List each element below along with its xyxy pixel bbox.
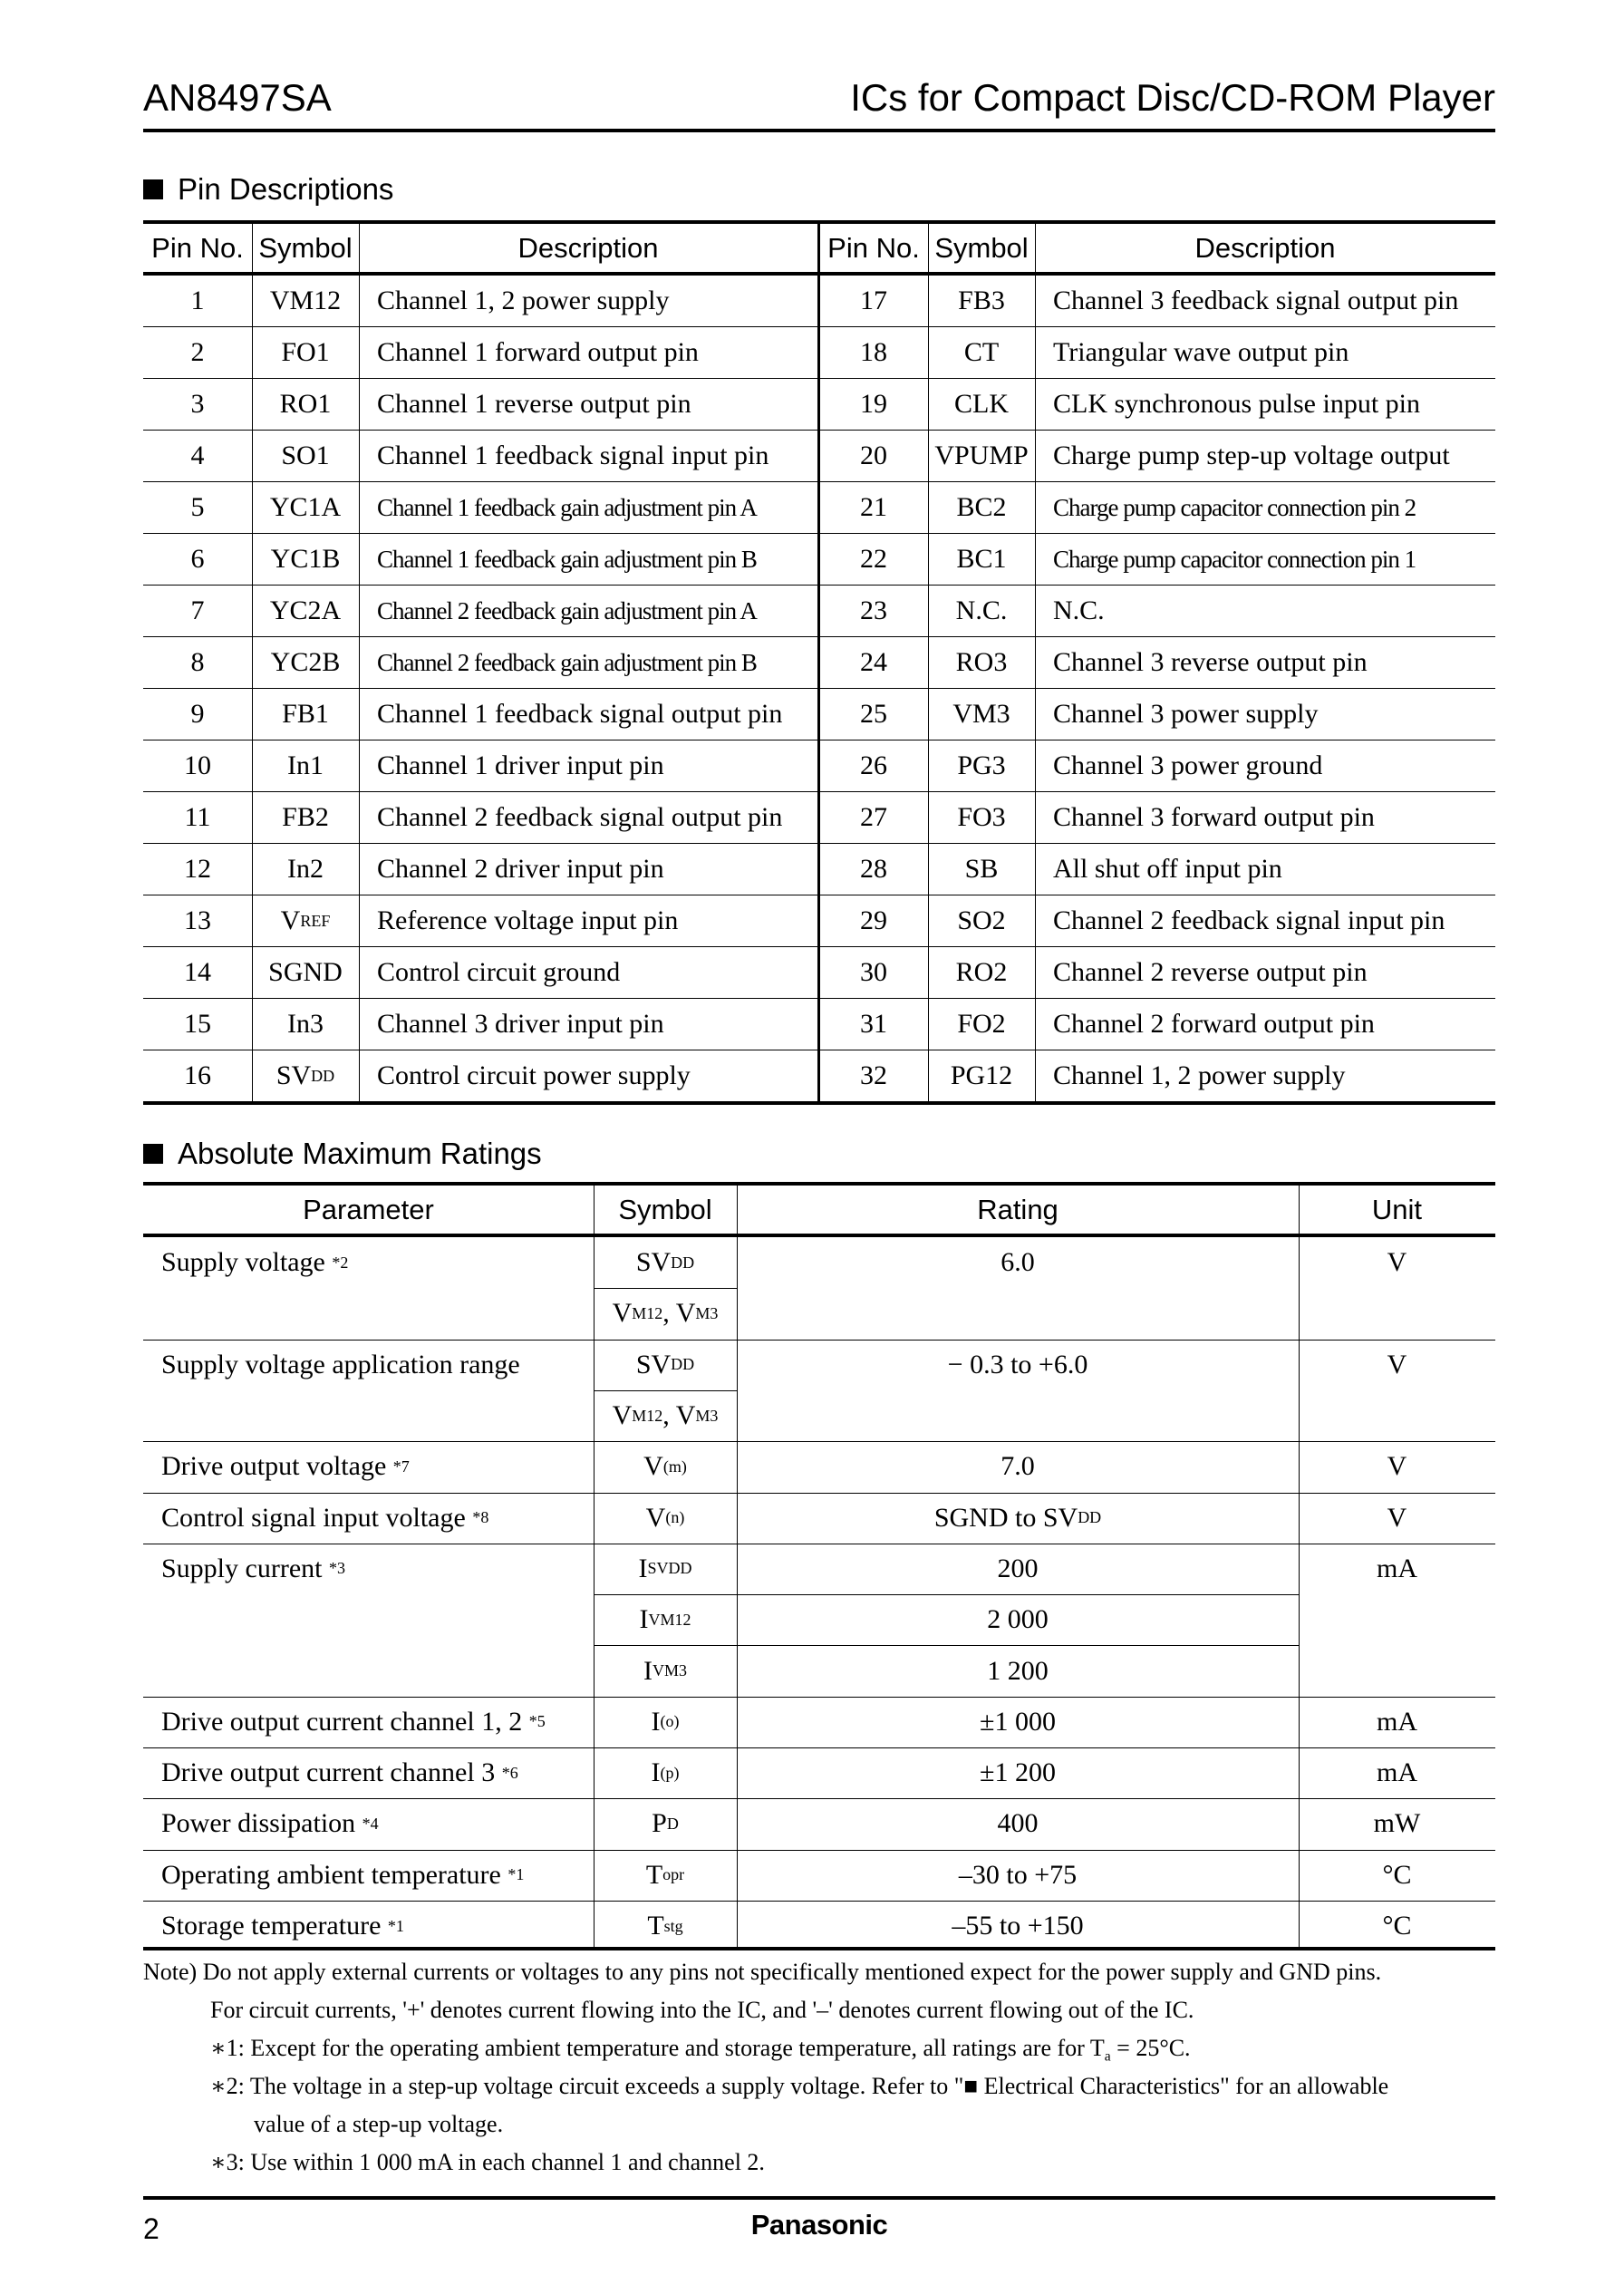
pin-number: 27 — [860, 802, 887, 832]
rating-value: SGND to SV DD — [933, 1502, 1102, 1533]
parameter-name: Drive output current channel 3 *6 — [161, 1757, 518, 1788]
rating-value: ±1 200 — [980, 1757, 1056, 1788]
note-line: ∗1: Except for the operating ambient temperature and storage temperature, all ratings are for $T_a = 25^\circ C$. — [210, 2035, 1191, 2065]
rating-unit: mW — [1373, 1808, 1421, 1839]
document-title: ICs for Compact Disc/CD-ROM Player — [850, 76, 1495, 119]
rating-value: 1 200 — [987, 1655, 1049, 1686]
pin-symbol: VM12 — [269, 286, 342, 315]
table-row — [143, 999, 1495, 1050]
pin-number: 26 — [860, 750, 887, 780]
pin-symbol: VPUMP — [934, 440, 1029, 470]
column-header: Description — [1194, 231, 1336, 264]
rating-value: ±1 000 — [980, 1706, 1056, 1737]
pin-description: Channel 2 feedback gain adjustment pin B — [377, 648, 757, 676]
rating-symbol: V (n) — [645, 1502, 685, 1533]
pin-symbol: FB2 — [282, 802, 329, 832]
pin-symbol: In3 — [287, 1009, 324, 1039]
note-line: value of a step-up voltage. — [254, 2111, 504, 2137]
pin-symbol: SO2 — [957, 905, 1006, 935]
pin-number: 29 — [860, 905, 887, 935]
rating-value: 200 — [997, 1553, 1039, 1583]
rating-symbol: SV DD — [635, 1349, 695, 1379]
pin-number: 28 — [860, 854, 887, 884]
rating-unit: mA — [1377, 1757, 1417, 1788]
pin-description: Charge pump step-up voltage output — [1053, 440, 1450, 470]
pin-number: 13 — [184, 905, 211, 935]
pin-description: Channel 1 driver input pin — [377, 750, 664, 780]
pin-symbol: BC1 — [956, 544, 1007, 574]
page-header — [143, 73, 1495, 132]
pin-symbol: In1 — [287, 750, 324, 780]
rating-symbol: SV DD — [635, 1247, 695, 1278]
rating-unit: V — [1387, 1247, 1407, 1278]
pin-description: All shut off input pin — [1053, 854, 1282, 884]
table-row — [143, 895, 1495, 947]
pin-description: Channel 1, 2 power supply — [1053, 1060, 1346, 1090]
pin-symbol: SB — [964, 854, 999, 884]
pin-number: 25 — [860, 699, 887, 729]
absolute-maximum-ratings-heading — [143, 1137, 542, 1171]
notes — [143, 1953, 1503, 2182]
footnote-ref: *6 — [501, 1763, 518, 1782]
rating-unit: V — [1387, 1451, 1407, 1482]
footnote-ref: *3 — [328, 1559, 345, 1578]
rating-unit: °C — [1382, 1911, 1412, 1941]
pin-symbol: PG12 — [950, 1060, 1013, 1090]
rating-unit: V — [1387, 1349, 1407, 1379]
pin-description: Channel 3 reverse output pin — [1053, 647, 1368, 677]
parameter-name: Control signal input voltage *8 — [161, 1502, 489, 1533]
pin-description: Channel 2 feedback signal output pin — [377, 802, 783, 832]
page-number: 2 — [143, 2212, 160, 2245]
pin-number: 31 — [860, 1009, 887, 1039]
pin-number: 17 — [860, 286, 887, 315]
pin-descriptions-table — [143, 220, 1495, 1105]
parameter-name: Supply voltage *2 — [161, 1247, 349, 1278]
pin-description: Channel 2 forward output pin — [1053, 1009, 1375, 1039]
table-row — [143, 379, 1495, 431]
rating-symbol: T opr — [645, 1859, 685, 1890]
rating-symbol: V (m) — [643, 1451, 687, 1482]
column-header: Description — [517, 231, 659, 264]
rating-value: − 0.3 to +6.0 — [947, 1349, 1088, 1379]
rating-unit: mA — [1377, 1706, 1417, 1737]
table-row — [143, 1050, 1495, 1105]
footnote-ref: *5 — [528, 1712, 546, 1731]
note-line: Note) Do not apply external currents or voltages to any pins not specifically mentioned expect for the power supply and GND pins. — [143, 1959, 1382, 1985]
pin-number: 23 — [860, 595, 887, 625]
table-row — [143, 534, 1495, 586]
footnote-ref: *7 — [392, 1457, 410, 1476]
pin-number: 30 — [860, 957, 887, 987]
column-header: Rating — [977, 1193, 1058, 1225]
pin-number: 7 — [190, 595, 205, 625]
column-header: Unit — [1371, 1193, 1423, 1225]
pin-description: Channel 3 driver input pin — [377, 1009, 664, 1039]
rating-value: –30 to +75 — [958, 1859, 1078, 1890]
footnote-ref: *1 — [508, 1865, 525, 1884]
rating-symbol: I (p) — [651, 1757, 680, 1788]
rating-symbol: I (o) — [651, 1706, 680, 1737]
pin-description: Channel 1, 2 power supply — [377, 286, 670, 315]
pin-symbol: SGND — [268, 957, 343, 987]
rating-symbol: P D — [652, 1808, 679, 1839]
pin-description: Channel 2 feedback gain adjustment pin A — [377, 596, 757, 624]
pin-number: 5 — [190, 492, 205, 522]
pin-number: 4 — [190, 440, 205, 470]
parameter-name: Operating ambient temperature *1 — [161, 1859, 525, 1890]
pin-symbol: V REF — [280, 905, 331, 935]
square-bullet-icon — [143, 179, 163, 199]
pin-description: Reference voltage input pin — [377, 905, 679, 935]
pin-description: Charge pump capacitor connection pin 1 — [1053, 545, 1416, 573]
pin-symbol: BC2 — [956, 492, 1007, 522]
pin-symbol: RO2 — [955, 957, 1008, 987]
pin-description: Channel 3 power ground — [1053, 750, 1323, 780]
pin-descriptions-heading — [143, 172, 393, 207]
pin-symbol: FO2 — [957, 1009, 1006, 1039]
table-row — [143, 276, 1495, 327]
rating-value: –55 to +150 — [952, 1911, 1084, 1941]
table-row — [143, 482, 1495, 534]
table-row — [143, 327, 1495, 379]
pin-symbol: In2 — [287, 854, 324, 884]
pin-description: Channel 2 reverse output pin — [1053, 957, 1368, 987]
pin-description: Control circuit ground — [377, 957, 621, 987]
footnote-ref: *1 — [387, 1916, 404, 1935]
pin-number: 32 — [860, 1060, 887, 1090]
pin-description: Channel 3 feedback signal output pin — [1053, 286, 1459, 315]
rating-symbol: I VM3 — [643, 1655, 687, 1686]
rating-value: 2 000 — [987, 1604, 1049, 1635]
pin-description: Charge pump capacitor connection pin 2 — [1053, 493, 1416, 521]
pin-symbol: YC1B — [270, 544, 341, 574]
absolute-maximum-ratings-table — [143, 1182, 1495, 1950]
footnote-ref: *8 — [472, 1508, 489, 1527]
pin-symbol: N.C. — [955, 595, 1008, 625]
pin-number: 20 — [860, 440, 887, 470]
pin-description: Triangular wave output pin — [1053, 337, 1349, 367]
pin-description: Control circuit power supply — [377, 1060, 691, 1090]
parameter-name: Supply current *3 — [161, 1553, 345, 1583]
pin-description: Channel 2 feedback signal input pin — [1053, 905, 1445, 935]
rating-unit: °C — [1382, 1859, 1412, 1890]
pin-number: 10 — [184, 750, 211, 780]
rating-symbol: V M12 , V M3 — [612, 1298, 719, 1329]
table-row — [143, 586, 1495, 637]
pin-symbol: FB3 — [958, 286, 1005, 315]
parameter-name: Drive output voltage *7 — [161, 1451, 410, 1482]
pin-number: 18 — [860, 337, 887, 367]
pin-symbol: YC1A — [269, 492, 342, 522]
pin-number: 19 — [860, 389, 887, 419]
pin-description: Channel 1 feedback signal input pin — [377, 440, 769, 470]
pin-symbol: VM3 — [952, 699, 1010, 729]
pin-number: 3 — [190, 389, 205, 419]
footnote-ref: *4 — [362, 1814, 379, 1833]
note-line: ∗2: The voltage in a step-up voltage circuit exceeds a supply voltage. Refer to "■ Electrical Characteristics" for an allowable — [210, 2073, 1389, 2099]
column-header: Symbol — [258, 231, 353, 264]
rating-symbol: T stg — [647, 1911, 683, 1941]
pin-description: Channel 1 forward output pin — [377, 337, 699, 367]
table-row — [143, 740, 1495, 792]
pin-symbol: FO3 — [957, 802, 1006, 832]
pin-symbol: YC2A — [269, 595, 342, 625]
pin-number: 2 — [190, 337, 205, 367]
rating-unit: mA — [1377, 1553, 1417, 1583]
table-row — [143, 947, 1495, 999]
pin-number: 14 — [184, 957, 211, 987]
column-header: Pin No. — [151, 231, 244, 264]
column-header: Parameter — [303, 1193, 434, 1225]
parameter-name: Storage temperature *1 — [161, 1911, 404, 1941]
table-row — [143, 792, 1495, 844]
pin-description: Channel 3 power supply — [1053, 699, 1319, 729]
pin-symbol: RO3 — [955, 647, 1008, 677]
square-bullet-icon — [143, 1144, 163, 1164]
pin-symbol: PG3 — [957, 750, 1006, 780]
parameter-name: Drive output current channel 1, 2 *5 — [161, 1706, 546, 1737]
pin-description: Channel 1 feedback gain adjustment pin B — [377, 545, 757, 573]
rating-value: 6.0 — [1000, 1247, 1035, 1278]
pin-description: Channel 2 driver input pin — [377, 854, 664, 884]
parameter-name: Supply voltage application range — [161, 1349, 520, 1379]
footnote-ref: *2 — [332, 1253, 349, 1272]
table-row — [143, 844, 1495, 895]
brand-logo: Panasonic — [750, 2209, 888, 2241]
pin-number: 1 — [190, 286, 205, 315]
table-row — [143, 637, 1495, 689]
table-header-row — [143, 220, 1495, 276]
pin-rows — [143, 276, 1495, 1105]
column-header: Pin No. — [827, 231, 920, 264]
pin-symbol: RO1 — [279, 389, 332, 419]
pin-description: Channel 1 feedback gain adjustment pin A — [377, 493, 757, 521]
parameter-name: Power dissipation *4 — [161, 1808, 379, 1839]
pin-number: 9 — [190, 699, 205, 729]
pin-symbol: YC2B — [270, 647, 341, 677]
table-row — [143, 431, 1495, 482]
section-title: Absolute Maximum Ratings — [178, 1137, 542, 1170]
pin-description: Channel 1 feedback signal output pin — [377, 699, 783, 729]
rating-symbol: V M12 , V M3 — [612, 1400, 719, 1431]
pin-description: N.C. — [1053, 595, 1105, 625]
pin-symbol: SV DD — [276, 1060, 335, 1090]
pin-description: CLK synchronous pulse input pin — [1053, 389, 1420, 419]
pin-symbol: FO1 — [281, 337, 330, 367]
pin-number: 15 — [184, 1009, 211, 1039]
part-number: AN8497SA — [143, 76, 332, 119]
pin-symbol: CLK — [954, 389, 1009, 419]
pin-symbol: SO1 — [281, 440, 330, 470]
column-header: Symbol — [618, 1193, 712, 1225]
pin-number: 16 — [184, 1060, 211, 1090]
pin-symbol: CT — [963, 337, 1000, 367]
pin-number: 22 — [860, 544, 887, 574]
table-row — [143, 689, 1495, 740]
pin-number: 6 — [190, 544, 205, 574]
pin-number: 8 — [190, 647, 205, 677]
note-line: For circuit currents, '+' denotes current flowing into the IC, and '–' denotes current flowing out of the IC. — [210, 1997, 1194, 2023]
rating-value: 7.0 — [1000, 1451, 1035, 1482]
section-title: Pin Descriptions — [178, 172, 394, 206]
pin-number: 12 — [184, 854, 211, 884]
rating-value: 400 — [997, 1808, 1039, 1839]
pin-number: 21 — [860, 492, 887, 522]
pin-description: Channel 1 reverse output pin — [377, 389, 691, 419]
rating-symbol: I VM12 — [639, 1604, 691, 1635]
note-line: ∗3: Use within 1 000 mA in each channel 1 and channel 2. — [210, 2149, 765, 2175]
pin-number: 11 — [184, 802, 211, 832]
page-footer — [143, 2196, 1495, 2254]
pin-description: Channel 3 forward output pin — [1053, 802, 1375, 832]
column-header: Symbol — [934, 231, 1029, 264]
rating-symbol: I SVDD — [638, 1553, 692, 1583]
rating-unit: V — [1387, 1502, 1407, 1533]
pin-symbol: FB1 — [282, 699, 329, 729]
pin-number: 24 — [860, 647, 887, 677]
